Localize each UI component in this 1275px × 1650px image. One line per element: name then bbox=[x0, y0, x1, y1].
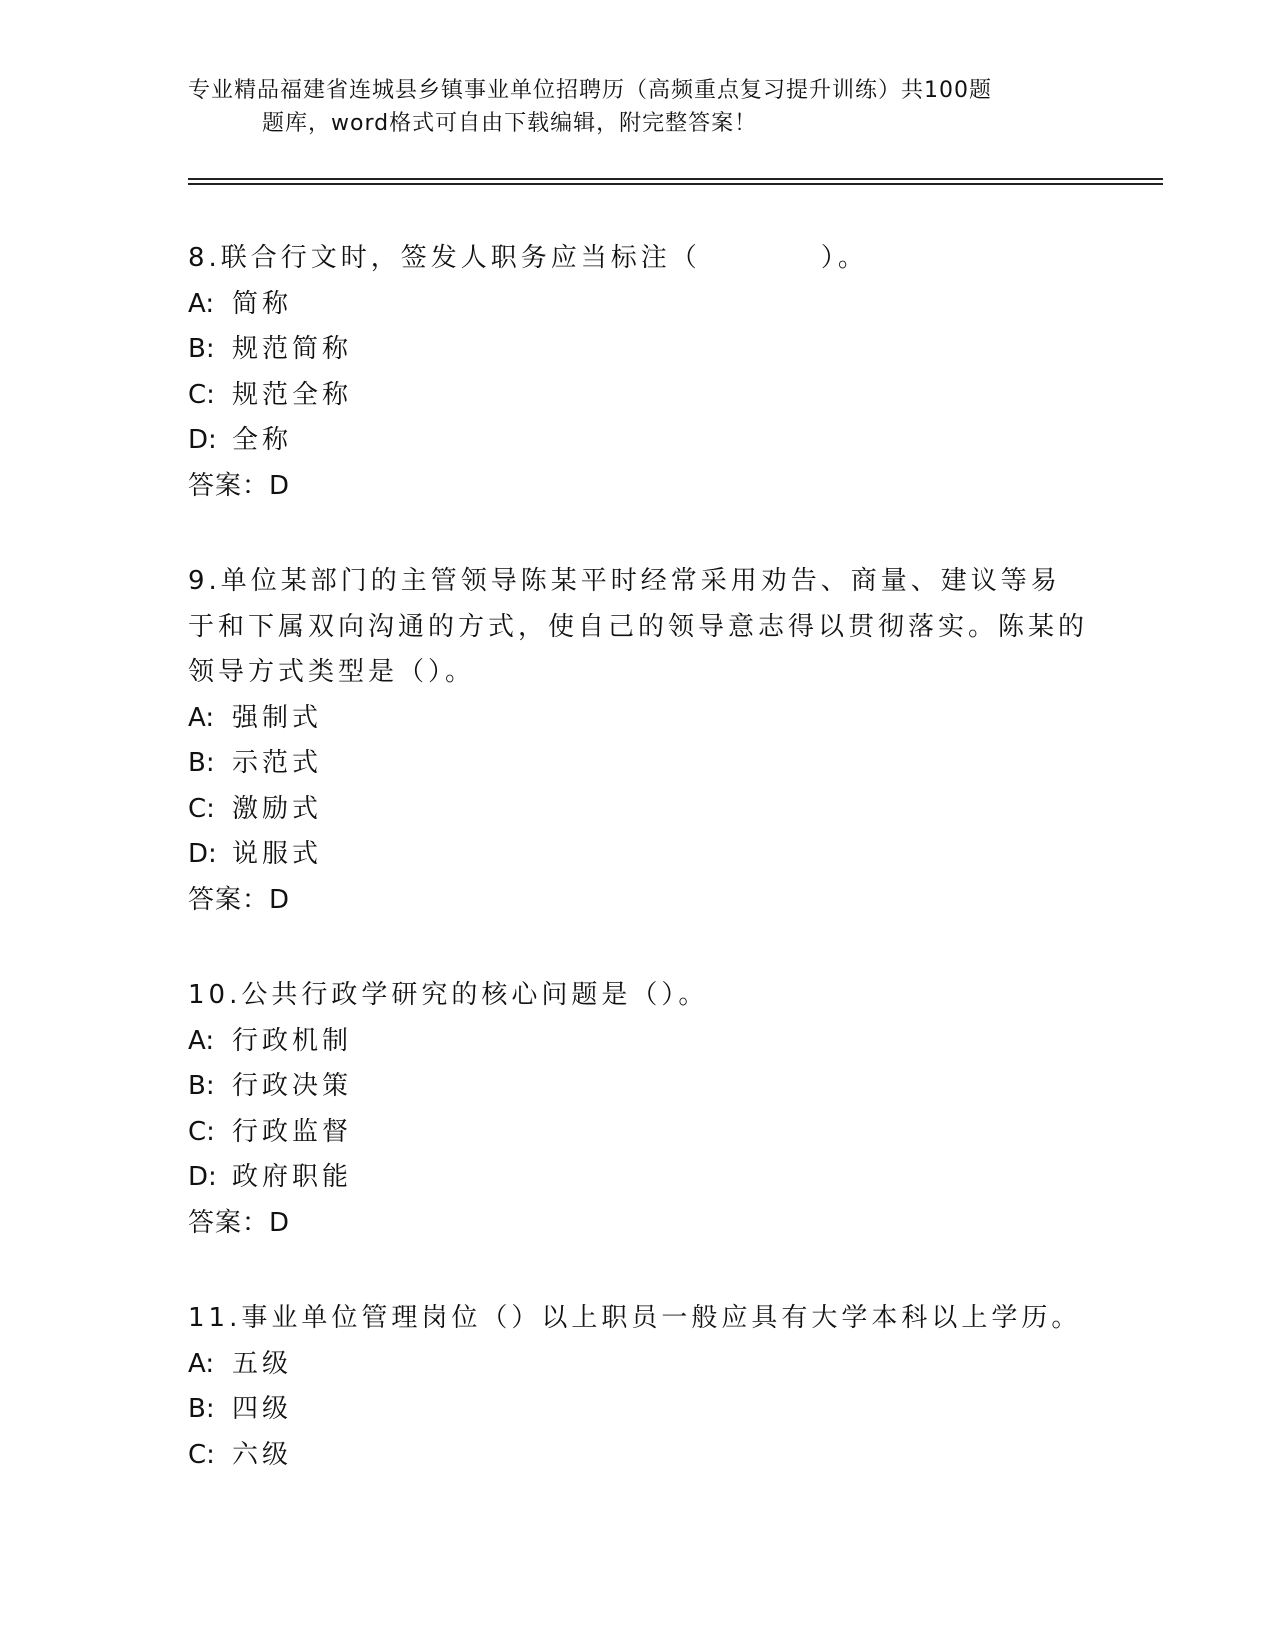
option-text: 政府职能 bbox=[232, 1162, 353, 1192]
question-item bbox=[188, 1296, 1088, 1478]
question-stem bbox=[188, 236, 1088, 282]
option-text: 规范全称 bbox=[232, 379, 353, 410]
option-d bbox=[188, 418, 1088, 464]
option-label: A: bbox=[188, 1025, 215, 1056]
option-b bbox=[188, 1064, 1088, 1110]
question-item bbox=[188, 973, 1088, 1246]
header-divider-bottom bbox=[188, 183, 1163, 185]
option-text: 四级 bbox=[232, 1394, 293, 1424]
option-label: B: bbox=[188, 1394, 215, 1424]
question-item bbox=[188, 559, 1088, 923]
option-b bbox=[188, 327, 1088, 373]
option-label: A: bbox=[188, 288, 215, 319]
option-text: 行政机制 bbox=[232, 1025, 353, 1056]
option-label: C: bbox=[188, 379, 215, 410]
question-stem: 9.单位某部门的主管领导陈某平时经常采用劝告、商量、建议等易于和下属双向沟通的方式，使自己的领导意志得以贯彻落实。陈某的领导方式类型是（）。 bbox=[188, 566, 1089, 687]
question-item bbox=[188, 236, 1088, 509]
option-label: B: bbox=[188, 1071, 215, 1101]
option-d bbox=[188, 832, 1088, 878]
option-label: B: bbox=[188, 334, 215, 364]
option-text: 激励式 bbox=[232, 793, 323, 824]
option-text: 五级 bbox=[232, 1348, 293, 1379]
option-text: 简称 bbox=[232, 288, 293, 319]
option-text: 强制式 bbox=[232, 702, 323, 733]
option-a bbox=[188, 1342, 1088, 1388]
option-d bbox=[188, 1155, 1088, 1201]
option-text: 行政决策 bbox=[232, 1071, 353, 1101]
option-text: 六级 bbox=[232, 1439, 293, 1470]
header-line-2: 题库，word格式可自由下载编辑，附完整答案！ bbox=[262, 111, 758, 136]
answer-line: 答案：D bbox=[188, 470, 291, 501]
question-stem-after: ）。 bbox=[820, 243, 868, 273]
option-text: 全称 bbox=[232, 425, 293, 455]
option-label: A: bbox=[188, 702, 215, 733]
option-text: 规范简称 bbox=[232, 334, 353, 364]
option-c bbox=[188, 1433, 1088, 1479]
answer-line: 答案：D bbox=[188, 884, 291, 915]
option-label: C: bbox=[188, 1116, 215, 1147]
option-text: 说服式 bbox=[232, 839, 323, 869]
option-c bbox=[188, 1110, 1088, 1156]
option-a bbox=[188, 1019, 1088, 1065]
question-stem: 11.事业单位管理岗位（）以上职员一般应具有大学本科以上学历。 bbox=[188, 1303, 1082, 1333]
option-label: D: bbox=[188, 425, 217, 455]
option-label: D: bbox=[188, 839, 217, 869]
option-label: A: bbox=[188, 1348, 215, 1379]
option-label: B: bbox=[188, 748, 215, 778]
answer-line: 答案：D bbox=[188, 1207, 291, 1238]
option-b bbox=[188, 741, 1088, 787]
header-line-1: 专业精品福建省连城县乡镇事业单位招聘历（高频重点复习提升训练）共100题 bbox=[188, 78, 992, 103]
header-divider-top bbox=[188, 178, 1163, 180]
option-b bbox=[188, 1387, 1088, 1433]
question-stem-before: 8.联合行文时，签发人职务应当标注（ bbox=[188, 243, 701, 273]
option-label: C: bbox=[188, 1439, 215, 1470]
option-c bbox=[188, 373, 1088, 419]
option-text: 示范式 bbox=[232, 748, 323, 778]
option-label: C: bbox=[188, 793, 215, 824]
question-stem: 10.公共行政学研究的核心问题是（）。 bbox=[188, 980, 709, 1010]
question-list bbox=[188, 236, 1088, 1528]
option-a bbox=[188, 696, 1088, 742]
option-label: D: bbox=[188, 1162, 217, 1192]
document-header bbox=[188, 74, 1068, 140]
option-a bbox=[188, 282, 1088, 328]
option-c bbox=[188, 787, 1088, 833]
option-text: 行政监督 bbox=[232, 1116, 353, 1147]
